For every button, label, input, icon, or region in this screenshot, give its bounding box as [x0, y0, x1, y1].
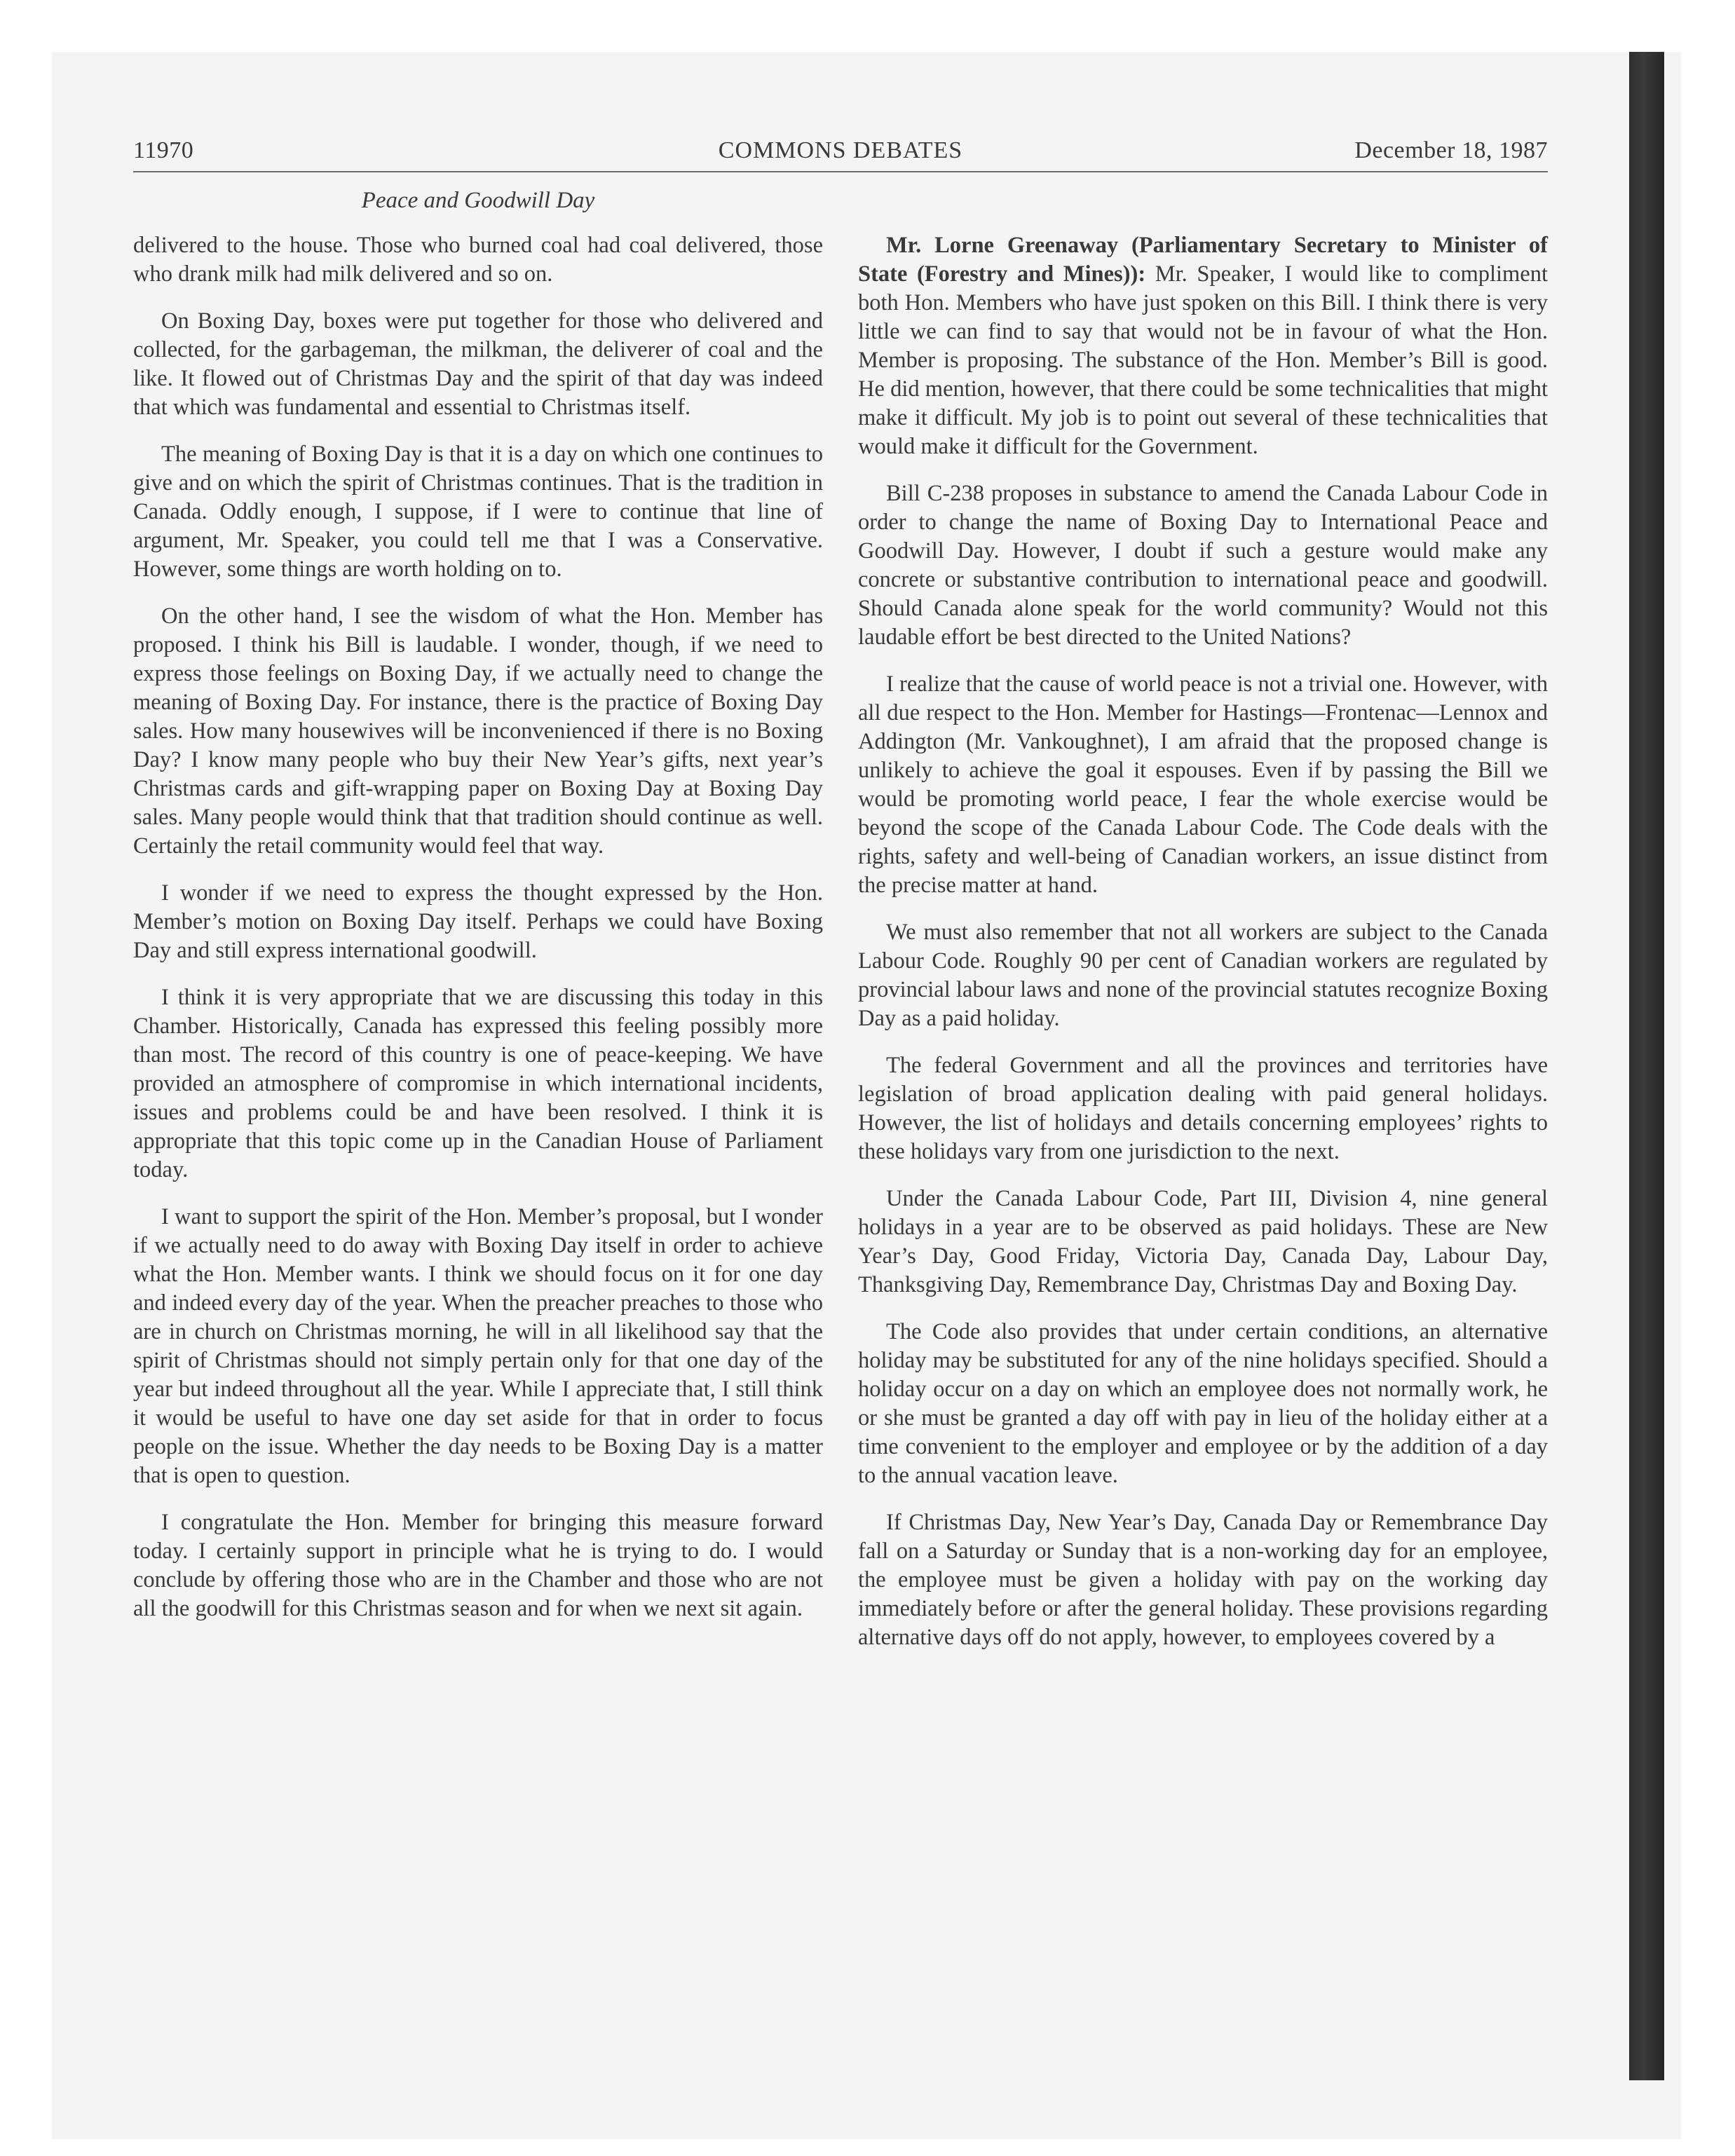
paragraph: On Boxing Day, boxes were put together for those who delivered and collected, for the garbageman, the milkman, the deliverer of coal and the like. It flowed out of Christmas Day and the spirit of that day was indeed that which was fundamental and essential to Christmas itself.	[133, 308, 823, 420]
running-header	[133, 137, 1548, 174]
page-number: 11970	[133, 137, 194, 163]
paragraph: I think it is very appropriate that we are discussing this today in this Chamber. Historically, Canada has expressed this feeling possibly more than most. The record of this country is one of peace-keeping. We have provided an atmosphere of compromise in which international incidents, issues and problems could be and have been resolved. I think it is appropriate that this topic come up in the Canadian House of Parliament today.	[133, 985, 823, 1182]
paragraph: Under the Canada Labour Code, Part III, Division 4, nine general holidays in a year are to be observed as paid holidays. These are New Year’s Day, Good Friday, Victoria Day, Canada Day, Labour Day, Thanksgiving Day, Remembrance Day, Christmas Day and Boxing Day.	[858, 1186, 1548, 1297]
paragraph: I congratulate the Hon. Member for bringing this measure forward today. I certainly support in principle what he is trying to do. I would conclude by offering those who are in the Chamber and those who are not all the goodwill for this Christmas season and for when we next sit again.	[133, 1510, 823, 1621]
page-date: December 18, 1987	[1354, 137, 1548, 163]
left-column	[133, 231, 823, 1642]
paragraph: The meaning of Boxing Day is that it is a day on which one continues to give and on which the spirit of Christmas continues. That is the tradition in Canada. Oddly enough, I suppose, if I were to continue that line of argument, Mr. Speaker, you could tell me that I was a Conservative. However, some things are worth holding on to.	[133, 442, 823, 582]
speaker-name: Mr. Lorne Greenaway (Parliamentary Secretary to Minister of State (Forestry and Mines)):	[858, 233, 1548, 287]
paragraph: I want to support the spirit of the Hon. Member’s proposal, but I wonder if we actually need to do away with Boxing Day itself in order to achieve what the Hon. Member wants. I think we should focus on it for one day and indeed every day of the year. When the preacher preaches to those who are in church on Christmas morning, he will in all likelihood say that the spirit of Christmas should not simply pertain only for that one day of the year but indeed throughout all the year. While I appreciate that, I still think it would be useful to have one day set aside for that in order to focus people on the issue. Whether the day needs to be Boxing Day is a matter that is open to question.	[133, 1204, 823, 1488]
paragraph: Bill C-238 proposes in substance to amend the Canada Labour Code in order to change the name of Boxing Day to International Peace and Goodwill Day. However, I doubt if such a gesture would make any concrete or substantive contribution to international peace and goodwill. Should Canada alone speak for the world community? Would not this laudable effort be best directed to the United Nations?	[858, 481, 1548, 650]
speaker-paragraph	[858, 231, 1548, 461]
paragraph: delivered to the house. Those who burned coal had coal delivered, those who drank milk had milk delivered and so on.	[133, 233, 823, 287]
paragraph: On the other hand, I see the wisdom of what the Hon. Member has proposed. I think his Bill is laudable. I wonder, though, if we need to express those feelings on Boxing Day, if we actually need to change the meaning of Boxing Day. For instance, there is the practice of Boxing Day sales. How many housewives will be inconvenienced if there is no Boxing Day? I know many people who buy their New Year’s gifts, next year’s Christmas cards and gift-wrapping paper on Boxing Day at Boxing Day sales. Many people would think that that tradition should continue as well. Certainly the retail community would feel that way.	[133, 603, 823, 859]
speaker-text: Mr. Speaker, I would like to compliment both Hon. Members who have just spoken on this Bill. I think there is very little we can find to say that would not be in favour of what the Hon. Member is proposing. The substance of the Hon. Member’s Bill is good. He did mention, however, that there could be some technicalities that might make it difficult. My job is to point out several of these technicalities that would make it difficult for the Government.	[858, 261, 1549, 459]
paragraph: The Code also provides that under certain conditions, an alternative holiday may be substituted for any of the nine holidays specified. Should a holiday occur on a day on which an employee does not normally work, he or she must be granted a day off with pay in lieu of the holiday either at a time convenient to the employer and employee or by the addition of a day to the annual vacation leave.	[858, 1319, 1548, 1488]
header-rule	[133, 171, 1548, 172]
journal-title: COMMONS DEBATES	[718, 137, 963, 163]
paragraph: I wonder if we need to express the thought expressed by the Hon. Member’s motion on Boxing Day itself. Perhaps we could have Boxing Day and still express international goodwill.	[133, 880, 823, 963]
section-title: Peace and Goodwill Day	[361, 188, 595, 213]
right-column	[858, 231, 1548, 1670]
paragraph: We must also remember that not all workers are subject to the Canada Labour Code. Roughly 90 per cent of Canadian workers are regulated by provincial labour laws and none of the provincial statutes recognize Boxing Day as a paid holiday.	[858, 920, 1548, 1031]
paragraph: The federal Government and all the provinces and territories have legislation of broad application dealing with paid general holidays. However, the list of holidays and details concerning employees’ rights to these holidays vary from one jurisdiction to the next.	[858, 1053, 1548, 1164]
paragraph: If Christmas Day, New Year’s Day, Canada Day or Remembrance Day fall on a Saturday or Sunday that is a non-working day for an employee, the employee must be given a holiday with pay on the working day immediately before or after the general holiday. These provisions regarding alternative days off do not apply, however, to employees covered by a	[858, 1510, 1548, 1650]
binding-edge-shadow	[1629, 52, 1664, 2080]
paragraph: I realize that the cause of world peace is not a trivial one. However, with all due respect to the Hon. Member for Hastings—Frontenac—Lennox and Addington (Mr. Vankoughnet), I am afraid that the proposed change is unlikely to achieve the goal it espouses. Even if by passing the Bill we would be promoting world peace, I fear the whole exercise would be beyond the scope of the Canada Labour Code. The Code deals with the rights, safety and well-being of Canadian workers, an issue distinct from the precise matter at hand.	[858, 671, 1548, 898]
